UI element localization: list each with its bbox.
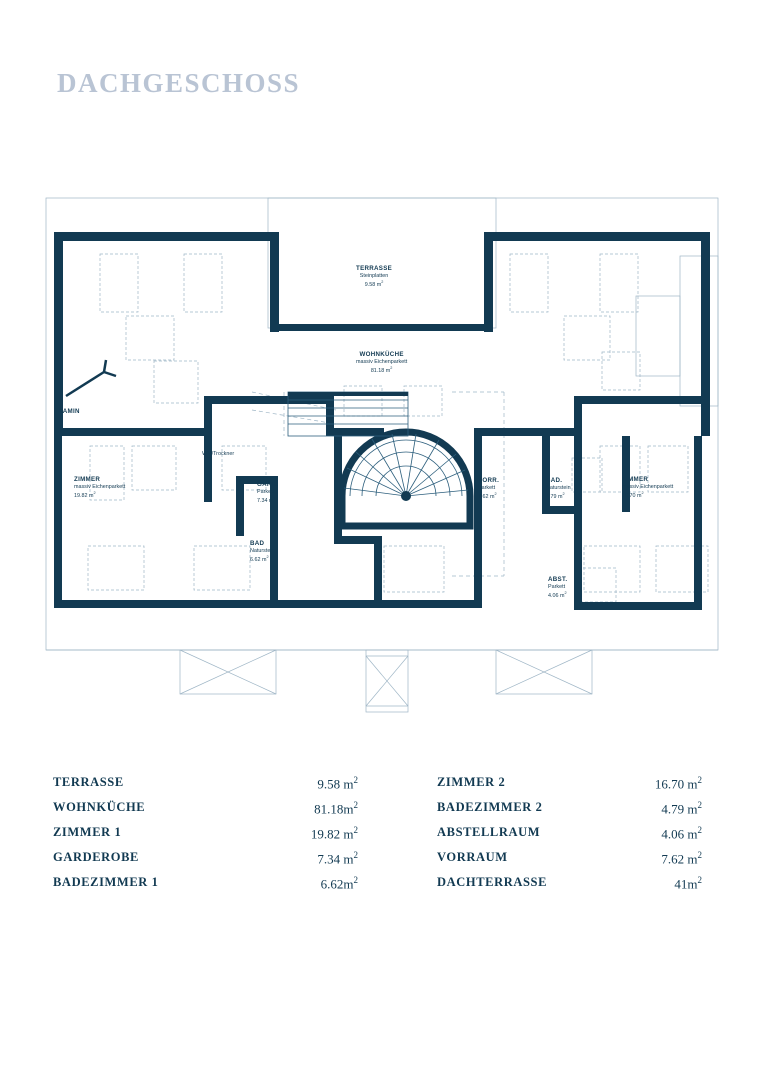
legend-room-name: ZIMMER 1 [53,825,122,839]
legend-room-area: 19.82 $m^2$ [310,825,358,842]
legend-room-name: DACHTERRASSE [437,875,548,889]
legend-row [437,875,737,900]
room-label-vorraum: VORR. Parkett 7.62 $m^2$ [478,477,500,500]
legend-row [437,850,737,875]
legend-row [53,800,358,825]
room-label-abstellraum: ABST. Parkett 4.06 $m^2$ [548,576,568,599]
room-label-garderobe: GARD. Parkett 7.34 $m^2$ [257,481,279,504]
staircase [288,392,470,526]
room-label-kamin: KAMIN [58,408,80,415]
room-label-wm-trockner: WM/Trockner [202,451,235,457]
legend-row [437,825,737,850]
legend-room-name: VORRAUM [437,850,508,864]
legend-room-name: TERRASSE [53,775,124,789]
area-legend [0,775,764,915]
legend-room-name: GARDEROBE [53,850,139,864]
room-label-bad-2: BAD. Naturstein 4.79 $m^2$ [546,477,571,500]
area-legend-left-column [53,775,358,900]
area-legend-right-column [437,775,737,900]
room-label-zimmer-1: ZIMMER massiv Eichenparkett 19.82 $m^2$ [74,476,126,499]
legend-row [53,850,358,875]
chimney-marker [66,360,116,396]
room-label-bad-1: BAD Naturstein 6.62 $m^2$ [250,540,275,563]
legend-row [53,775,358,800]
legend-room-area: 4.06 $m^2$ [661,825,702,842]
legend-room-area: 16.70 $m^2$ [654,775,702,792]
legend-room-area: 4.79 $m^2$ [661,800,702,817]
legend-row [53,825,358,850]
legend-row [53,875,358,900]
legend-room-name: ABSTELLRAUM [437,825,541,839]
plan-walls [54,232,710,610]
legend-room-area: 7.62 $m^2$ [661,850,702,867]
legend-room-name: BADEZIMMER 1 [53,875,159,889]
legend-room-area: 9.58 $m^2$ [317,775,358,792]
legend-room-area: $6.62m^2$ [320,875,358,892]
legend-room-area: 7.34 $m^2$ [317,850,358,867]
legend-room-area: $81.18m^2$ [314,800,358,817]
legend-room-name: ZIMMER 2 [437,775,506,789]
room-label-zimmer-2: ZIMMER massiv Eichenparkett 16.70 $m^2$ [622,476,674,499]
room-label-terrasse: TERRASSE Steinplatten 9.58 $m^2$ [356,265,393,288]
floor-plan [44,196,720,716]
legend-row [437,775,737,800]
legend-room-name: WOHNKÜCHE [53,800,146,814]
legend-row [437,800,737,825]
legend-room-name: BADEZIMMER 2 [437,800,543,814]
legend-room-area: $41m^2$ [674,875,702,892]
room-label-wohnkueche: WOHNKÜCHE massiv Eichenparkett 81.18 $m^2$ [356,351,408,374]
page-title: DACHGESCHOSS [57,68,301,98]
